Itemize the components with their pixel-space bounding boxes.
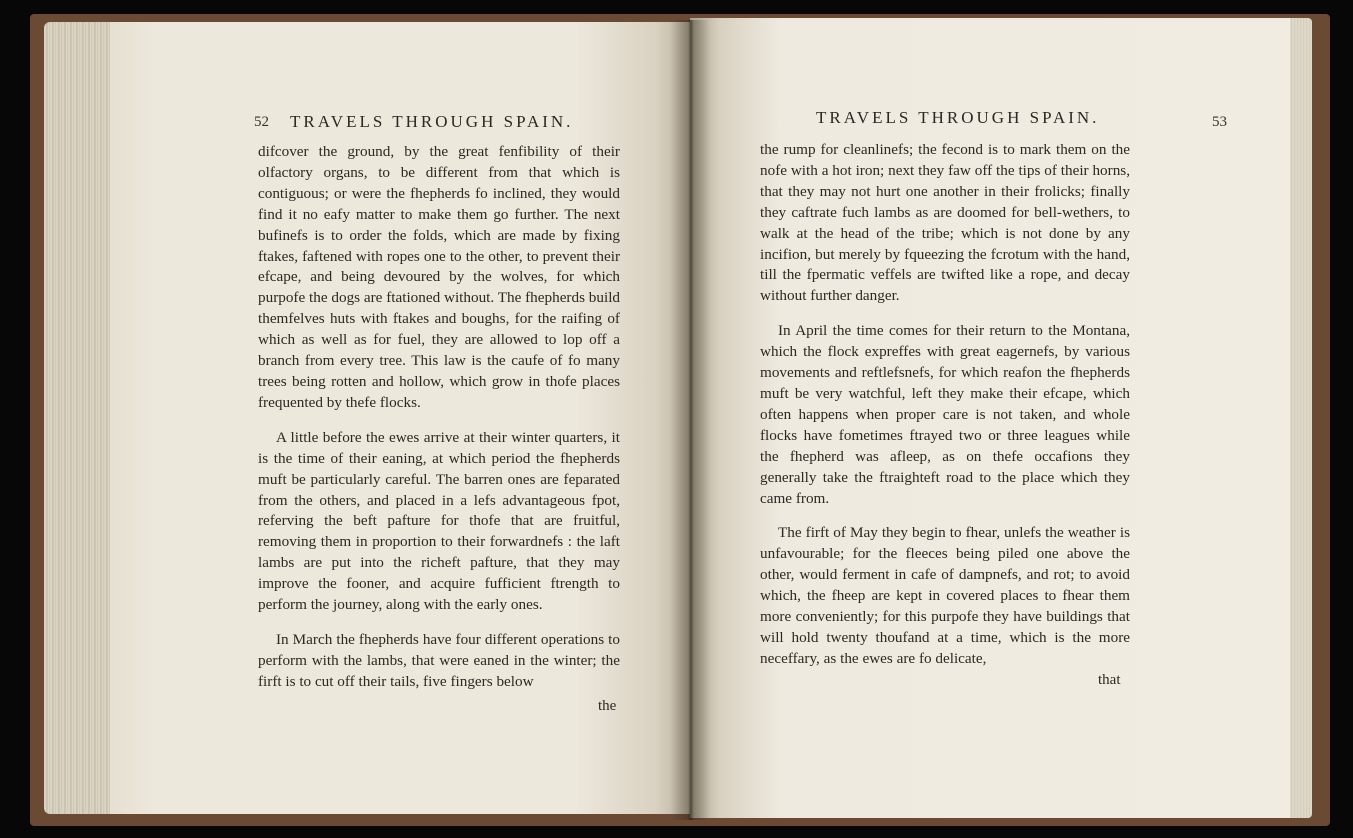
book-gutter	[670, 20, 710, 820]
right-page-body	[760, 140, 1130, 684]
left-page	[110, 22, 690, 814]
left-paragraph-2: A little before the ewes arrive at their winter quarters, it is the time of their eaning, at which period the fhepherds muft be particularly careful. The barren ones are feparated from the others, and placed in a lefs advantageous fpot, referving the beft pafture for thofe that are fruitful, removing them in proportion to their forwardnefs : the laft lambs are put into the richeft pafture, that they may improve the fooner, and acquire fufficient ftrength to perform the journey, along with the early ones.	[258, 428, 620, 614]
left-page-number: 52	[254, 114, 269, 130]
right-running-head: TRAVELS THROUGH SPAIN.	[816, 108, 1100, 127]
right-paragraph-2: In April the time comes for their return to the Montana, which the flock expreffes with great eagernefs, by various movements and reftlefsnefs, for which reafon the fhepherds muft be very watchful, left they make their efcape, which often happens when proper care is not taken, and whole flocks have fometimes ftrayed two or three leagues while the fhepherd was afleep, as on thefe occafions they generally take the ftraighteft road to the place which they came from.	[760, 322, 1130, 507]
left-page-body	[258, 142, 620, 707]
left-running-head: TRAVELS THROUGH SPAIN.	[290, 112, 574, 131]
left-catchword: the	[598, 698, 617, 714]
left-paragraph-1: difcover the ground, by the great fenfibility of their olfactory organs, to be different from that which is contiguous; or were the fhepherds fo inclined, they would find it no eafy matter to make them go further. The next bufinefs is to order the folds, which are made by fixing ftakes, faftened with ropes one to the other, to prevent their efcape, and being devoured by the wolves, for which purpofe the dogs are ftationed without. The fhepherds build themfelves huts with ftakes and boughs, for the raifing of which as well as for fuel, they are allowed to lop off a branch from every tree. This law is the caufe of fo many trees being rotten and hollow, which grow in thofe places frequented by thefe flocks.	[258, 143, 621, 411]
right-page-number: 53	[1212, 114, 1227, 130]
right-page	[690, 18, 1290, 818]
left-paragraph-3: In March the fhepherds have four different operations to perform with the lambs, that were eaned in the winter; the firft is to cut off their tails, five fingers below	[258, 630, 620, 690]
right-paragraph-3: The firft of May they begin to fhear, unlefs the weather is unfavourable; for the fleeces being piled one above the other, would ferment in cafe of dampnefs, and rot; to avoid which, the fheep are kept in covered places to fhear them more conveniently; for this purpofe they have buildings that will hold twenty thoufand at a time, which is the more neceffary, as the ewes are fo delicate,	[760, 524, 1130, 667]
right-paragraph-1: the rump for cleanlinefs; the fecond is to mark them on the nofe with a hot iron; next they faw off the tips of their horns, that they may not hurt one another in their frolicks; finally they caftrate fuch lambs as are doomed for bell-wethers, to walk at the head of the tribe; which is not done by any incifion, but merely by fqueezing the fcrotum with the hand, till the fpermatic veffels are twifted like a rope, and decay without further danger.	[760, 141, 1130, 305]
right-catchword: that	[1098, 672, 1121, 688]
right-page-edges	[1290, 18, 1312, 818]
